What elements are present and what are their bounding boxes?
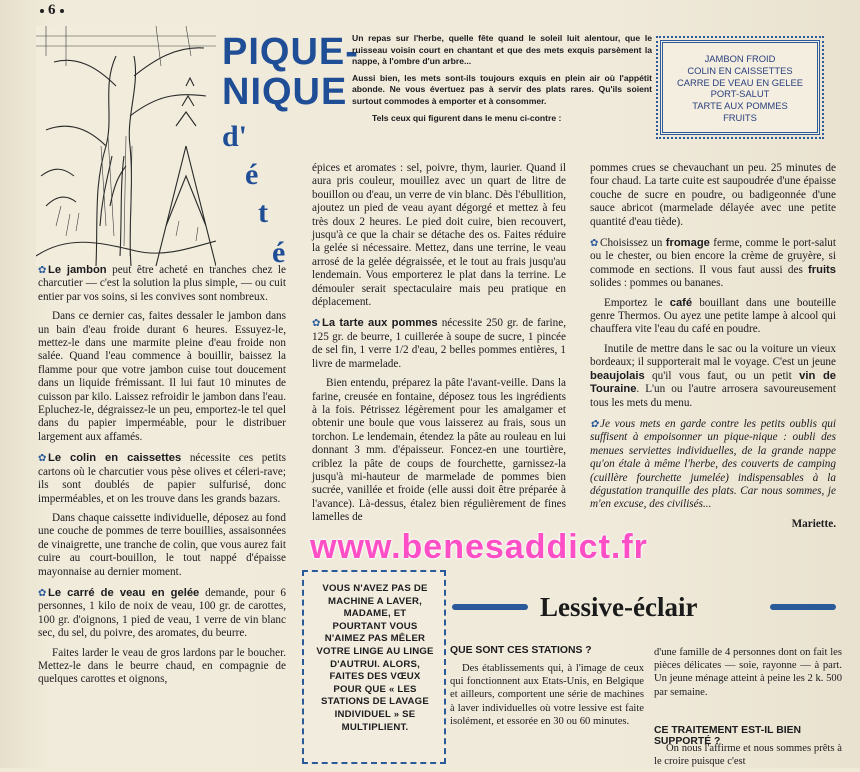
dot-icon — [40, 9, 44, 13]
paragraph: Dans chaque caissette individuelle, déposez au fond une couche de pommes de terre bouillies, assaisonnées de vinaigrette, une tranche de colin, que vous aurez fait cuire au court-bouillon, le tout nappé d'épaisse mayonnaise au dernier moment. — [38, 511, 286, 578]
title-letter-3: é — [272, 236, 286, 269]
article-title: Lessive-éclair — [540, 592, 698, 622]
bullet-icon: ✿ — [38, 587, 47, 599]
menu-item: PORT-SALUT — [710, 88, 770, 100]
intro-paragraph-3: Tels ceux qui figurent dans le menu ci-contre : — [372, 112, 562, 123]
title-line-1: PIQUE- — [222, 31, 359, 73]
paragraph: Faites larder le veau de gros lardons par le boucher. Mettez-le dans le beurre chaud, en compagnie de quelques carottes et oignons, — [38, 646, 286, 686]
title-letter-2: t — [258, 196, 268, 229]
column-1: ✿ Le jambon peut être acheté en tranches chez le charcutier — c'est la solution la plus simple, — ou cuit entier par vos soins, si les convives sont nombreux. Dans ce dernier cas, faites dessaler le jambon dans un bain d'eau froide durant 6 heures. Essuyez-le, mettez-le dans une marmite pleine d'eau froide non salée. Quand l'eau commence à bouillir, baissez la flamme pour que votre jambon cuise tout doucement dans un liquide frémissant. Il lui faut 10 minutes de cuisson par kilo. Laissez refroidir le jambon dans l'eau. Epluchez-le, dégraissez-le un peu, emportez-le tel quel dans du papier imperméable, pour le distribuer largement aux affamés. ✿ Le colin en caissettes nécessite ces petits cartons où le charcutier vous pèse olives et céleri-rave; ils sont doublés de papier sulfurisé, donc imperméables, et on les trouve dans les grands bazars. Dans chaque caissette individuelle, déposez au fond une couche de pommes de terre bouillies, assaisonnées de vinaigrette, une tranche de colin, que vous aurez fait cuire au court-bouillon, le tout nappé d'épaisse mayonnaise au dernier moment. ✿ Le carré de veau en gelée demande, pour 6 personnes, 1 kilo de noix de veau, 100 gr. de carottes, 100 gr. d'oignons, 1 pied de veau, 1 verre de vin blanc sec, du sel, du poivre, des aromates, du beurre. Faites larder le veau de gros lardons par le boucher. Mettez-le dans le beurre chaud, en compagnie de quelques carottes et oignons, — [38, 264, 287, 686]
bullet-icon: ✿ — [590, 418, 599, 430]
article-paragraph-2: d'une famille de 4 personnes dont on fait les pièces délicates — soie, rayonne — à part. Un jeune ménage atteint à peine les 2 k. 500 par semaine. — [654, 647, 842, 698]
menu-item: CARRE DE VEAU EN GELEE — [676, 76, 804, 88]
column-2: épices et aromates : sel, poivre, thym, laurier. Quand il aura pris couleur, mouillez avec un quart de litre de bouillon ou d'eau, un verre de vin blanc. Dès l'ébullition, ajoutez un pied de veau ayant dégorgé et mettez à feu très doux 2 heures. Le pied doit cuire, bien recouvert, jusqu'à ce que la chair se détache des os. Faites réduire la gelée si nécessaire. Mettez, dans une terrine, le veau arrosé de la gelée dégraissée, et le tout au frais jusqu'au lendemain. Vous emporterez le plat dans la terrine. Le démouler serait spectaculaire mais peu pratique en déplacement. ✿ La tarte aux pommes nécessite 250 gr. de farine, 125 gr. de beurre, 1 cuillerée à soupe de sucre, 1 pincée de sel fin, 1 verre 1/2 d'eau, 2 belles pommes entières, 1 livre de marmelade. Bien entendu, préparez la pâte l'avant-veille. Dans la farine, creusée en fontaine, déposez tous les ingrédients à la fois. Pétrissez légèrement pour les amalgamer et obtenir une boule que vous laisserez au frais, sous un torchon. Le lendemain, étendez la pâte au rouleau en lui donnant 3 mm. d'épaisseur. Foncez-en une tourtière, criblez la pâte de coups de fourchette, garnissez-la jusqu'à mi-hauteur de marmelade de pommes bien sucrée, vanillée et froide (elle aussi doit être préparée à l'avance). Là-dessus, étalez bien régulièrement de fines lamelles de — [312, 162, 566, 524]
menu-item: TARTE AUX POMMES — [692, 100, 788, 112]
column-3: pommes crues se chevauchant un peu. 25 minutes de four chaud. La tarte cuite est saupoudrée d'une épaisse couche de sucre en poudre, ou badigeonnée d'une sauce abricot (marmelade délayée avec une petite quantité d'eau tiède). ✿ Choisissez un fromage ferme, comme le port-salut ou le chester, ou bien encore la crème de gruyère, si commode en sections. Il vous faut aussi des fruits solides : pommes ou bananes. Emportez le café bouillant dans une bouteille genre Thermos. Ou ayez une petite lampe à alcool qui chauffera vite l'eau du café en poudre. Inutile de mettre dans le sac ou la voiture un vieux bordeaux; il supporterait mal le voyage. C'est un jeune beaujolais qu'il vous faut, ou un petit vin de Touraine. L'un ou l'autre arrosera savoureusement tous les mets du menu. ✿ Je vous mets en garde contre les petits oublis qui suffisent à empoisonner un pique-nique : oubli des menues serviettes individuelles, de la grande nappe qu'on étale à même l'herbe, des couverts de camping (cuillère fourchette jumelée) indispensables à la dégustation tranquille des plats. Car nous sommes, je m'en excuse, des civilisés... Mariette. — [590, 162, 836, 530]
menu-box — [660, 40, 820, 135]
paragraph: Bien entendu, préparez la pâte l'avant-veille. Dans la farine, creusée en fontaine, déposez tous les ingrédients à la fois. Pétrissez légèrement pour les amalgamer et obtenir une boule que vous laisserez au frais, sous un torchon. Le lendemain, étendez la pâte au rouleau en lui donnant 3 mm. d'épaisseur. Foncez-en une tourtière, criblez la pâte de coups de fourchette, garnissez-la jusqu'à mi-hauteur de marmelade de pommes bien sucrée, vanillée et froide (elle aussi doit être préparée à l'avance). Là-dessus, étalez bien régulièrement de fines lamelles de — [312, 377, 566, 524]
bullet-icon: ✿ — [312, 318, 321, 330]
question-1: QUE SONT CES STATIONS ? — [450, 645, 592, 656]
dot-icon — [60, 9, 64, 13]
signature: Mariette. — [791, 517, 836, 530]
paragraph: Dans ce dernier cas, faites dessaler le jambon dans un bain d'eau froide durant 6 heures. Essuyez-le, mettez-le dans une marmite pleine d'eau froide non salée. Quand l'eau commence à bouillir, baissez la flamme pour que votre jambon cuise tout doucement dans un liquide frémissant. Il lui faut 10 minutes de cuisson par kilo. Laissez refroidir le jambon dans l'eau. Epluchez-le, dégraissez-le un peu, emportez-le tel quel dans du papier imperméable, pour le distribuer largement aux affamés. — [38, 310, 286, 443]
laundry-ad-text: VOUS N'AVEZ PAS DE MACHINE A LAVER, MADAME, ET POURTANT VOUS N'AIMEZ PAS MÊLER VOTRE LINGE AU LINGE D'AUTRUI. ALORS, FAITES DES VŒUX POUR QUE « LES STATIONS DE LAVAGE INDIVIDUEL » SE MULTIPLIENT. — [316, 583, 434, 733]
paragraph: épices et aromates : sel, poivre, thym, laurier. Quand il aura pris couleur, mouillez avec un quart de litre de bouillon ou d'eau, un verre de vin blanc. Dès l'ébullition, ajoutez un pied de veau ayant dégorgé et mettez à feu très doux 2 heures. Le pied doit cuire, bien recouvert, jusqu'à ce que la chair se détache des os. Faites réduire la gelée si nécessaire. Mettez, dans une terrine, le veau arrosé de la gelée dégraissée, et le tout au frais jusqu'au lendemain. Vous emporterez le plat dans la terrine. Le démouler serait spectaculaire mais peu pratique en déplacement. — [312, 162, 566, 309]
title-line-2: NIQUE — [222, 71, 348, 113]
intro-text — [352, 33, 652, 129]
menu-item: FRUITS — [723, 111, 757, 123]
intro-paragraph-2: Aussi bien, les mets sont-ils toujours exquis en plein air où l'appétit abonde. Ne vous évertuez pas à servir des plats rares. Qu'ils soient surtout commodes à emporter et à consommer. — [352, 72, 652, 106]
menu-item: JAMBON FROID — [704, 53, 776, 64]
closing-note: Je vous mets en garde contre les petits oublis qui suffisent à empoisonner un pique-nique : oubli des menues serviettes individuelles, de la grande nappe qu'on étale à même l'herbe, des couverts de camping (cuillère fourchette jumelée) indispensables à la dégustation tranquille des plats. Car nous sommes, je m'en excuse, des civilisés... — [590, 417, 836, 511]
decorative-swoosh — [770, 604, 836, 610]
forest-illustration — [36, 26, 216, 266]
bullet-icon: ✿ — [38, 453, 47, 465]
question-2: CE TRAITEMENT EST-IL BIEN SUPPORTÉ ? — [654, 725, 802, 747]
article-paragraph-1: Des établissements qui, à l'image de ceux qui fonctionnent aux Etats-Unis, en Belgique et ailleurs, comportent une série de machines à laver individuelles où votre lessive est faite isolément, et essorée en 30 ou 60 minutes. — [450, 663, 644, 727]
bullet-icon: ✿ — [38, 265, 47, 276]
article-paragraph-3: On nous l'affirme et nous sommes prêts à le croire puisque c'est — [654, 743, 842, 768]
title-line-3: d' — [222, 120, 248, 153]
paragraph: pommes crues se chevauchant un peu. 25 minutes de four chaud. La tarte cuite est saupoudrée d'une épaisse couche de sucre en poudre, ou badigeonnée d'une sauce abricot (marmelade délayée avec une petite quantité d'eau tiède). — [590, 162, 836, 228]
decorative-swoosh — [452, 604, 528, 610]
menu-item: COLIN EN CAISSETTES — [687, 64, 793, 76]
intro-paragraph-1: Un repas sur l'herbe, quelle fête quand le soleil luit alentour, que le ruisseau voisin court en chantant et que des mets exquis parsèment la nappe, à l'ombre d'un arbre... — [352, 33, 652, 67]
page-number: 6 — [36, 2, 68, 19]
bullet-icon: ✿ — [590, 238, 599, 250]
watermark: www.benesaddict.fr — [310, 528, 648, 566]
title-letter-1: é — [245, 158, 259, 191]
